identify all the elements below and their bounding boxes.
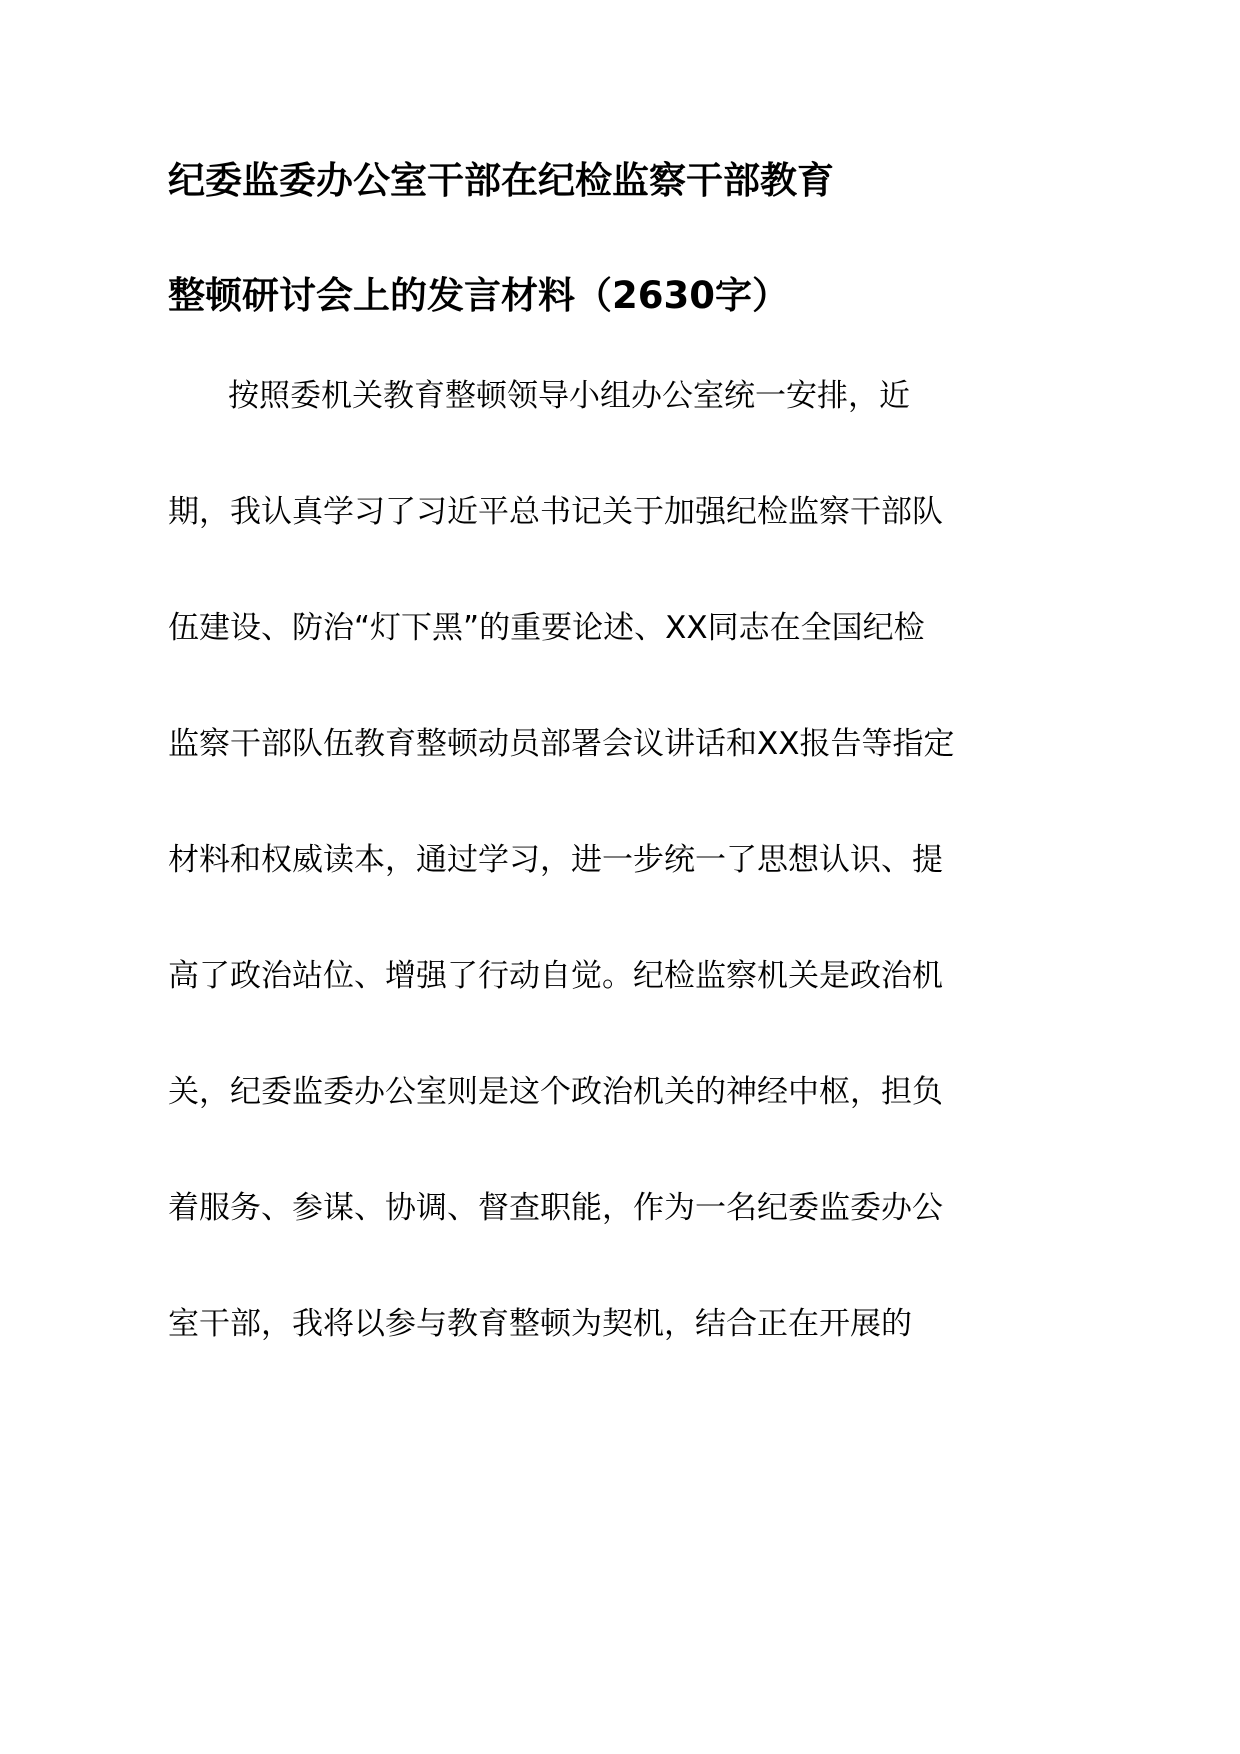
body-line: 室干部，我将以参与教育整顿为契机，结合正在开展的 <box>168 1306 912 1342</box>
document-title-line-2: 整顿研讨会上的发言材料（2630字） <box>168 274 789 317</box>
body-line: 高了政治站位、增强了行动自觉。纪检监察机关是政治机 <box>168 958 943 994</box>
body-line: 着服务、参谋、协调、督查职能，作为一名纪委监委办公 <box>168 1190 943 1226</box>
body-line: 按照委机关教育整顿领导小组办公室统一安排，近 <box>228 378 910 414</box>
body-line: 关，纪委监委办公室则是这个政治机关的神经中枢，担负 <box>168 1074 943 1110</box>
body-line: 期，我认真学习了习近平总书记关于加强纪检监察干部队 <box>168 494 943 530</box>
body-line: 监察干部队伍教育整顿动员部署会议讲话和XX报告等指定 <box>168 726 955 762</box>
body-line: 材料和权威读本，通过学习，进一步统一了思想认识、提 <box>168 842 943 878</box>
document-title-line-1: 纪委监委办公室干部在纪检监察干部教育 <box>168 159 834 202</box>
body-line: 伍建设、防治“灯下黑”的重要论述、XX同志在全国纪检 <box>168 610 925 646</box>
